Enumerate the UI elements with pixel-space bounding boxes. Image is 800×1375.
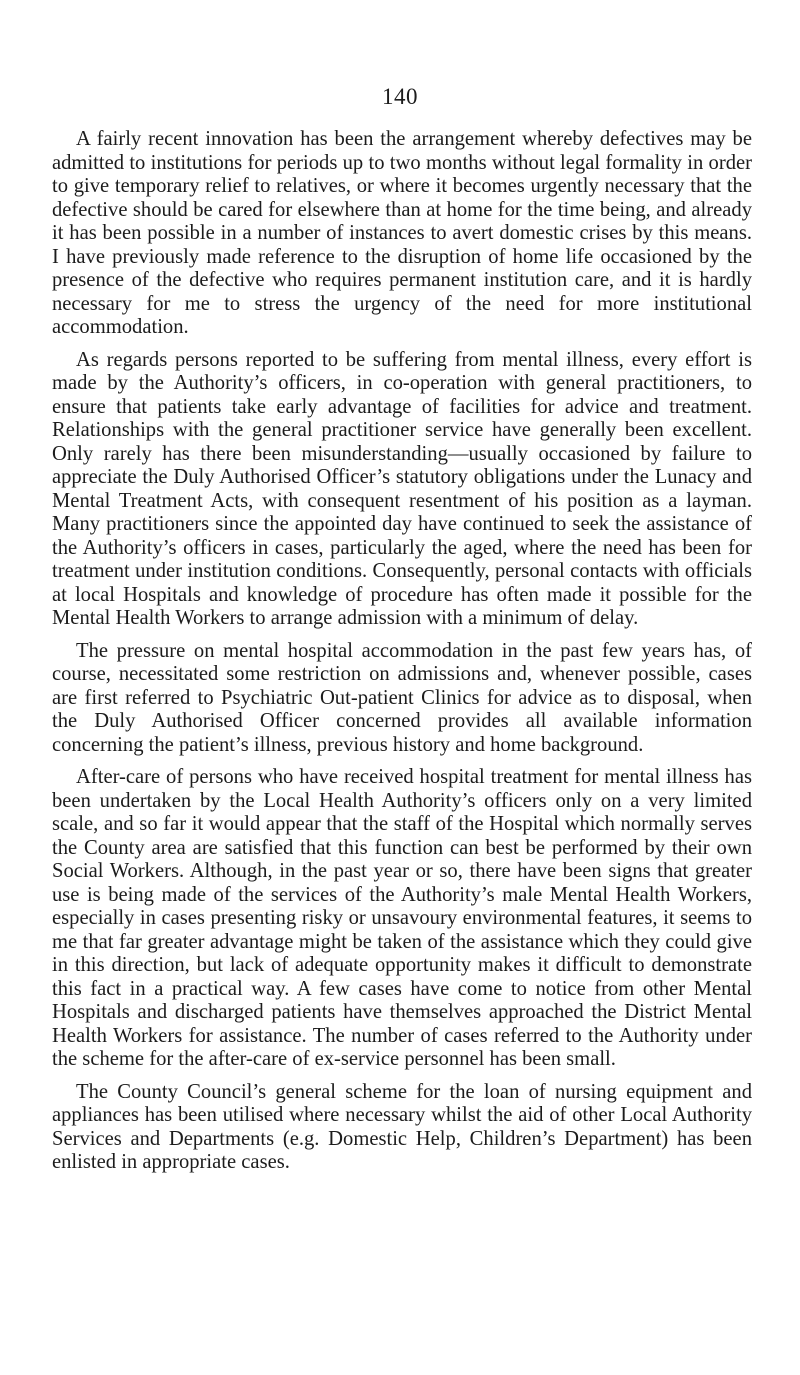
body-text xyxy=(52,128,752,1184)
paragraph-hospital-pressure: The pressure on mental hospital accommodation in the past few years has, of course, necessitated some restriction on admissions and, whenever possible, cases are first referred to Psychiatric Out-patient Clinics for advice as to disposal, when the Duly Authorised Officer concerned provides all available information concerning the patient’s illness, previous history and home background. xyxy=(52,639,752,756)
paragraph-short-term-care: A fairly recent innovation has been the arrangement whereby defectives may be admitted to institutions for periods up to two months without legal formality in order to give temporary relief to relatives, or where it becomes urgently necessary that the defective should be cared for elsewhere than at home for the time being, and already it has been possible in a number of instances to avert domestic crises by this means. I have previously made reference to the disruption of home life occasioned by the presence of the defective who requires permanent institution care, and it is hardly necessary for me to stress the urgency of the need for more institutional accommodation. xyxy=(52,128,752,338)
paragraph-mental-illness-reporting: As regards persons reported to be suffering from mental illness, every effort is made by the Authority’s officers, in co-operation with general practitioners, to ensure that patients take early advantage of facilities for advice and treatment. Relationships with the general practitioner service have generally been excellent. Only rarely has there been misunderstanding—usually occasioned by failure to appreciate the Duly Authorised Officer’s statutory obligations under the Lunacy and Mental Treatment Acts, with consequent resentment of his position as a layman. Many practitioners since the appointed day have continued to seek the assistance of the Authority’s officers in cases, particularly the aged, where the need has been for treatment under institution conditions. Consequently, personal contacts with officials at local Hospitals and knowledge of procedure has often made it possible for the Mental Health Workers to arrange admission with a minimum of delay. xyxy=(52,348,752,629)
paragraph-nursing-equipment: The County Council’s general scheme for the loan of nursing equipment and appliances has been utilised where necessary whilst the aid of other Local Authority Services and Departments (e.g. Domestic Help, Children’s Department) has been enlisted in appropriate cases. xyxy=(52,1080,752,1173)
page-number: 140 xyxy=(382,84,418,109)
paragraph-after-care: After-care of persons who have received hospital treatment for mental illness has been undertaken by the Local Health Authority’s officers only on a very limited scale, and so far it would appear that the staff of the Hospital which normally serves the County area are satisfied that this function can best be performed by their own Social Workers. Although, in the past year or so, there have been signs that greater use is being made of the services of the Authority’s male Mental Health Workers, especially in cases presenting risky or unsavoury environmental features, it seems to me that far greater advantage might be taken of the assistance which they could give in this direction, but lack of adequate opportunity makes it difficult to demonstrate this fact in a practical way. A few cases have come to notice from other Mental Hospitals and discharged patients have themselves approached the District Mental Health Workers for assistance. The number of cases referred to the Authority under the scheme for the after-care of ex-service personnel has been small. xyxy=(52,766,752,1070)
